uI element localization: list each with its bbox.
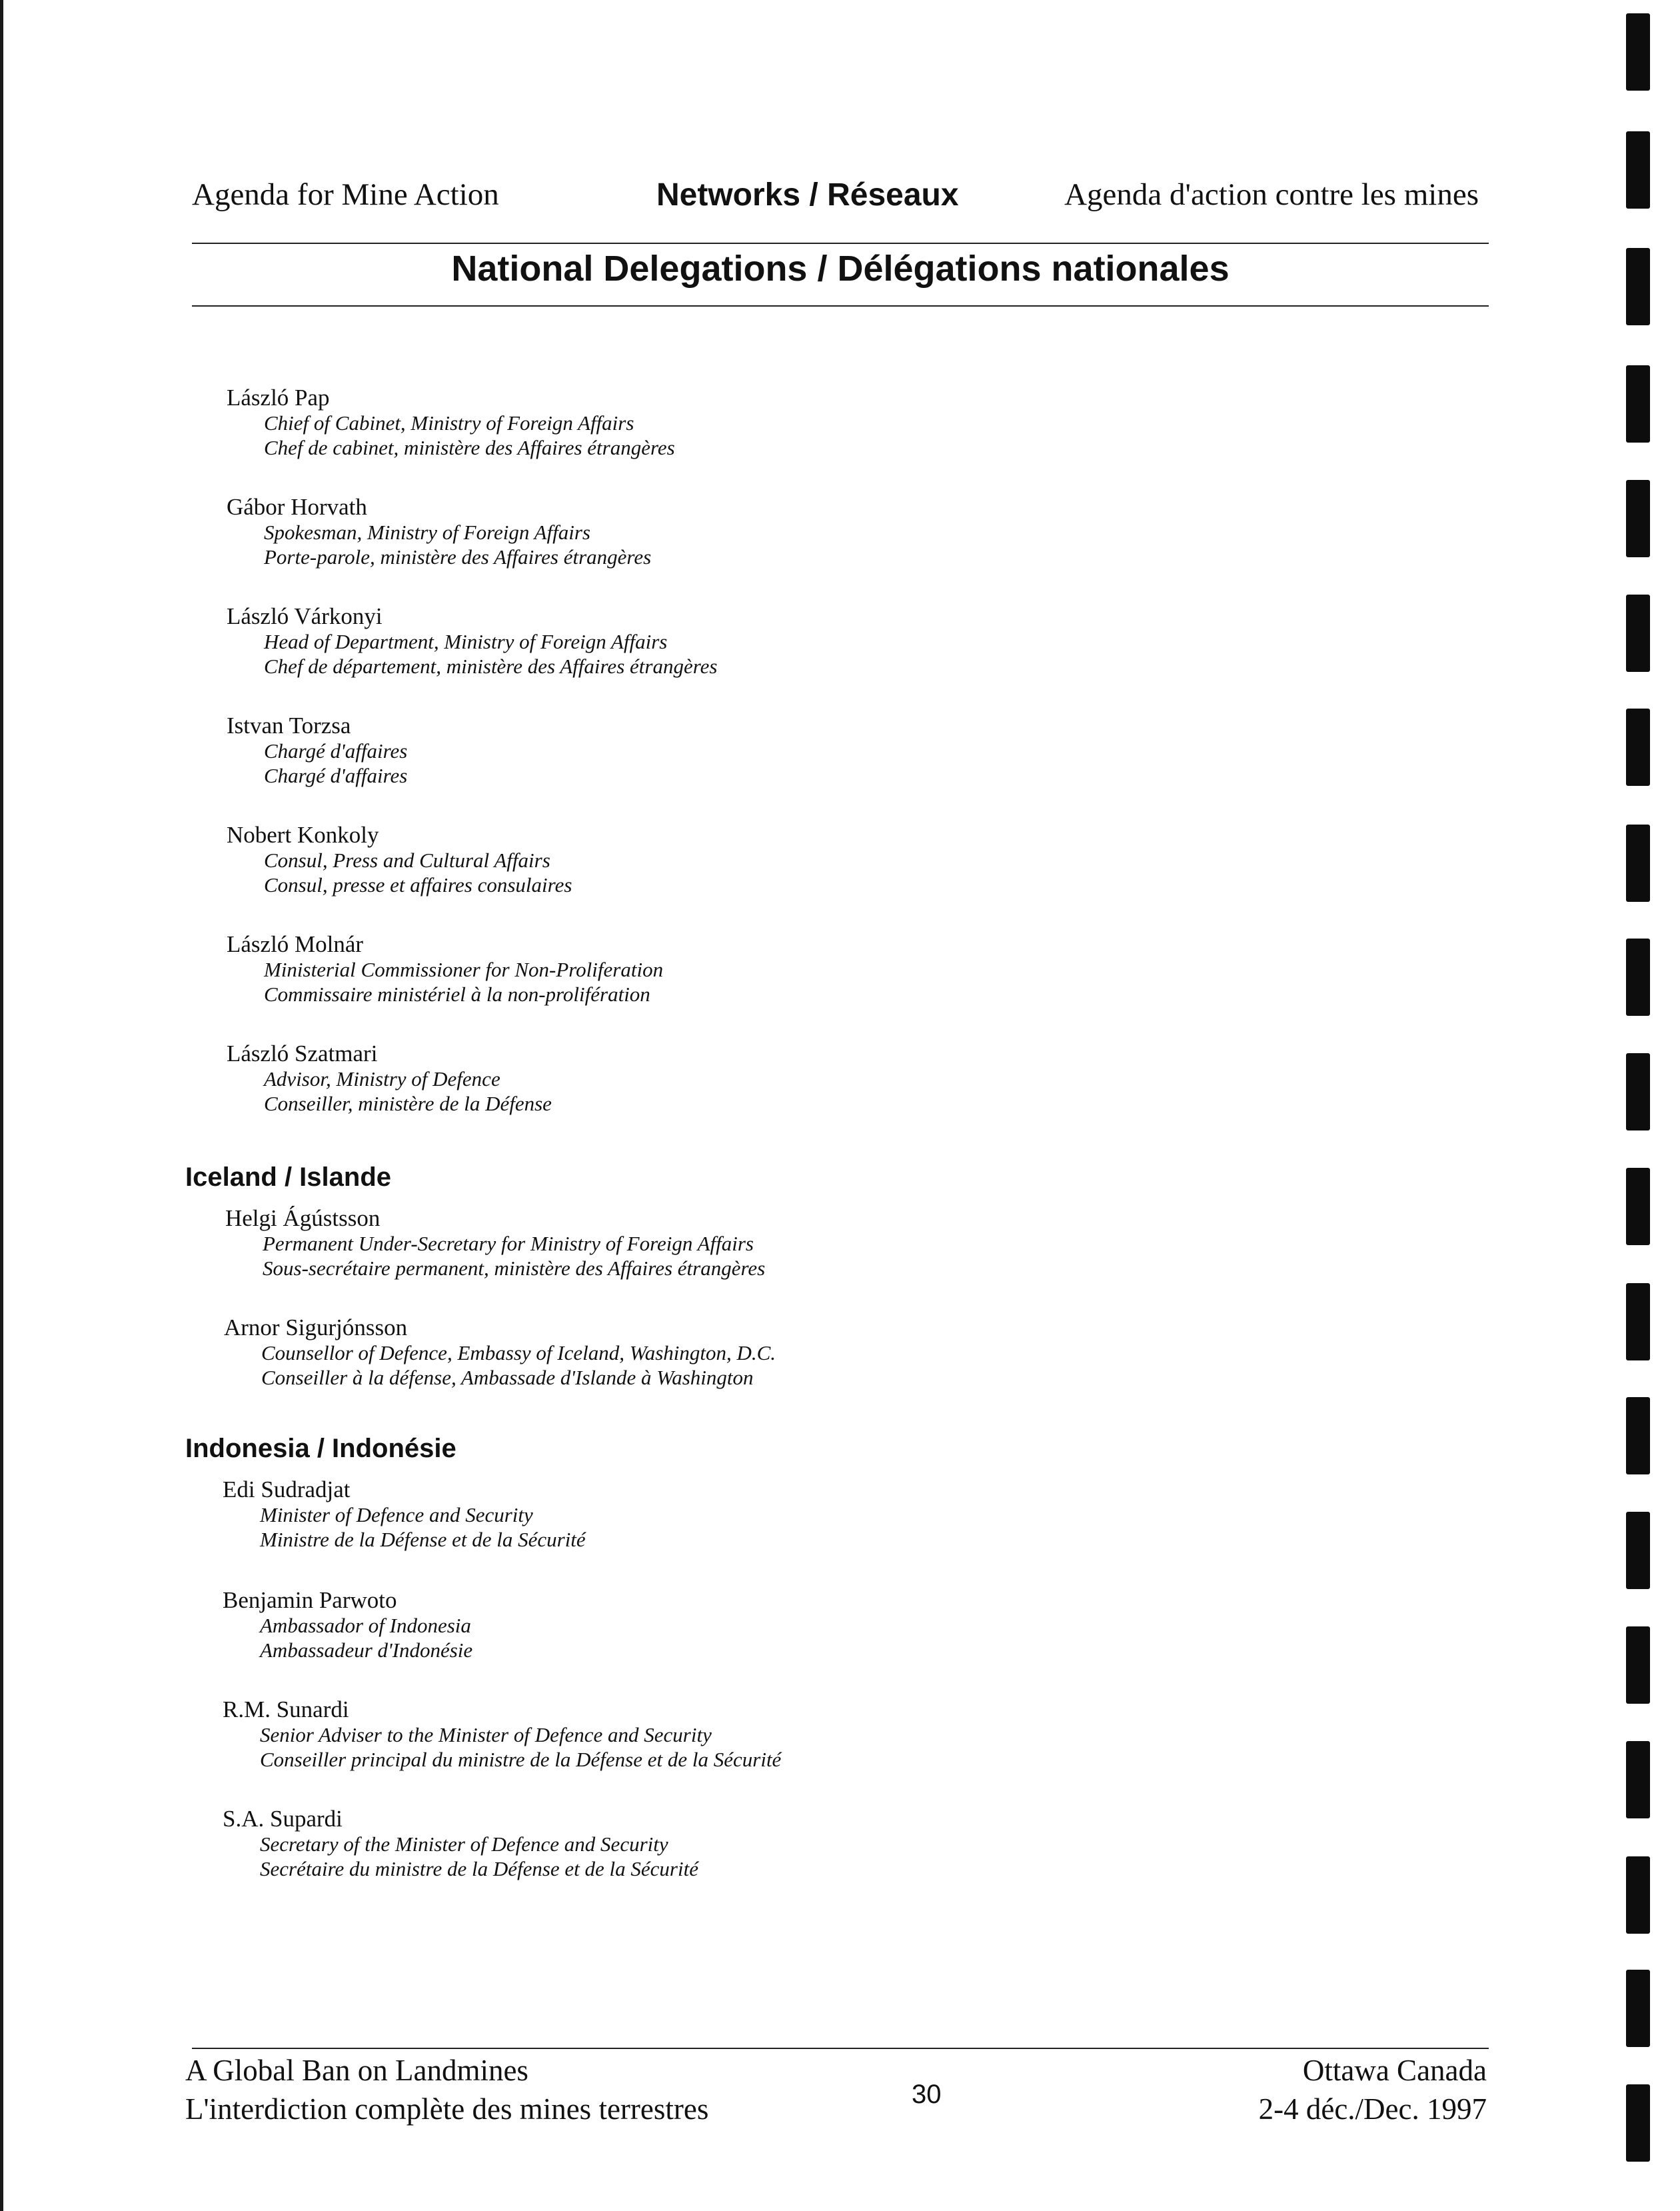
role-english: Permanent Under-Secretary for Ministry of Foreign Affairs: [263, 1232, 754, 1255]
delegate-name: Arnor Sigurjónsson: [224, 1314, 408, 1340]
title-rule: [192, 305, 1489, 307]
role-english: Chief of Cabinet, Ministry of Foreign Affairs: [264, 411, 634, 435]
binding-hole: [1626, 1283, 1650, 1360]
delegate-entry: [223, 1476, 586, 1552]
header-right: Agenda d'action contre les mines: [1064, 177, 1479, 212]
role-english: Secretary of the Minister of Defence and Security: [260, 1832, 668, 1856]
binding-hole: [1626, 2084, 1650, 2162]
footer-rule: [192, 2048, 1489, 2049]
binding-hole: [1626, 13, 1650, 91]
role-english: Ambassador of Indonesia: [260, 1614, 471, 1637]
binding-hole: [1626, 365, 1650, 443]
role-french: Secrétaire du ministre de la Défense et de la Sécurité: [260, 1857, 698, 1880]
footer-left: [185, 2051, 708, 2128]
delegate-entry: [227, 713, 407, 788]
page-title: National Delegations / Délégations nationales: [451, 249, 1230, 289]
footer-date: 2-4 déc./Dec. 1997: [1258, 2092, 1487, 2126]
binding-hole: [1626, 939, 1650, 1016]
delegate-entry: [227, 1041, 552, 1116]
role-french: Chargé d'affaires: [264, 764, 408, 787]
binding-hole: [1626, 1741, 1650, 1818]
binding-hole: [1626, 1512, 1650, 1589]
delegate-name: Istvan Torzsa: [227, 713, 351, 739]
delegate-entry: [227, 494, 651, 569]
binding-hole: [1626, 1970, 1650, 2047]
role-english: Consul, Press and Cultural Affairs: [264, 849, 550, 872]
role-english: Advisor, Ministry of Defence: [264, 1067, 500, 1091]
role-french: Conseiller, ministère de la Défense: [264, 1092, 552, 1115]
delegate-name: László Pap: [227, 385, 330, 411]
delegate-name: Nobert Konkoly: [227, 822, 379, 848]
role-french: Consul, presse et affaires consulaires: [264, 873, 572, 897]
delegate-entry: [223, 1806, 698, 1881]
delegate-name: Benjamin Parwoto: [223, 1587, 397, 1613]
role-french: Ambassadeur d'Indonésie: [260, 1638, 473, 1662]
delegate-name: Gábor Horvath: [227, 494, 367, 520]
role-french: Conseiller à la défense, Ambassade d'Islande à Washington: [261, 1366, 754, 1389]
role-french: Chef de département, ministère des Affaires étrangères: [264, 655, 718, 678]
role-french: Conseiller principal du ministre de la Défense et de la Sécurité: [260, 1748, 782, 1771]
header-rule: [192, 243, 1489, 244]
role-french: Porte-parole, ministère des Affaires étrangères: [264, 545, 652, 569]
delegate-entry: [227, 603, 717, 679]
header-left: Agenda for Mine Action: [192, 177, 499, 212]
delegate-entry: [227, 931, 663, 1007]
delegate-name: Edi Sudradjat: [223, 1476, 351, 1502]
role-english: Minister of Defence and Security: [260, 1503, 533, 1526]
role-french: Ministre de la Défense et de la Sécurité: [260, 1528, 586, 1551]
footer-location: Ottawa Canada: [1302, 2054, 1487, 2087]
delegate-entry: [225, 1205, 765, 1280]
binding-hole: [1626, 1168, 1650, 1245]
delegate-entry: [224, 1314, 776, 1390]
footer-right: [1259, 2051, 1487, 2128]
header-center: Networks / Réseaux: [656, 177, 959, 213]
delegate-name: R.M. Sunardi: [223, 1696, 349, 1722]
delegate-entry: [227, 822, 572, 897]
delegate-entry: [223, 1587, 472, 1662]
binding-hole: [1626, 709, 1650, 786]
section-heading-indonesia: Indonesia / Indonésie: [185, 1434, 456, 1463]
binding-hole: [1626, 131, 1650, 209]
binding-hole: [1626, 825, 1650, 902]
binding-hole: [1626, 1626, 1650, 1704]
role-english: Senior Adviser to the Minister of Defence and Security: [260, 1723, 712, 1746]
role-english: Counsellor of Defence, Embassy of Iceland, Washington, D.C.: [261, 1341, 776, 1364]
footer-title-french: L'interdiction complète des mines terrestres: [185, 2092, 709, 2126]
role-french: Sous-secrétaire permanent, ministère des Affaires étrangères: [263, 1256, 766, 1280]
scan-left-edge: [0, 0, 3, 2211]
delegate-name: László Molnár: [227, 931, 364, 957]
delegate-name: Helgi Ágústsson: [225, 1205, 381, 1231]
binding-hole: [1626, 1053, 1650, 1130]
delegate-name: S.A. Supardi: [223, 1806, 343, 1832]
binding-holes: [1626, 0, 1655, 2211]
binding-hole: [1626, 1397, 1650, 1474]
role-english: Head of Department, Ministry of Foreign Affairs: [264, 630, 668, 653]
delegate-name: László Szatmari: [227, 1041, 378, 1067]
page-number: 30: [912, 2080, 942, 2109]
binding-hole: [1626, 480, 1650, 557]
role-french: Chef de cabinet, ministère des Affaires étrangères: [264, 436, 675, 459]
role-english: Ministerial Commissioner for Non-Proliferation: [264, 958, 664, 981]
delegate-entry: [227, 385, 675, 460]
role-english: Spokesman, Ministry of Foreign Affairs: [264, 521, 590, 544]
binding-hole: [1626, 1856, 1650, 1934]
footer-title-english: A Global Ban on Landmines: [185, 2054, 528, 2087]
binding-hole: [1626, 595, 1650, 672]
delegate-name: László Várkonyi: [227, 603, 383, 629]
delegate-entry: [223, 1696, 781, 1772]
section-heading-iceland: Iceland / Islande: [185, 1162, 392, 1192]
binding-hole: [1626, 248, 1650, 325]
role-french: Commissaire ministériel à la non-prolifération: [264, 983, 650, 1006]
role-english: Chargé d'affaires: [264, 739, 408, 763]
